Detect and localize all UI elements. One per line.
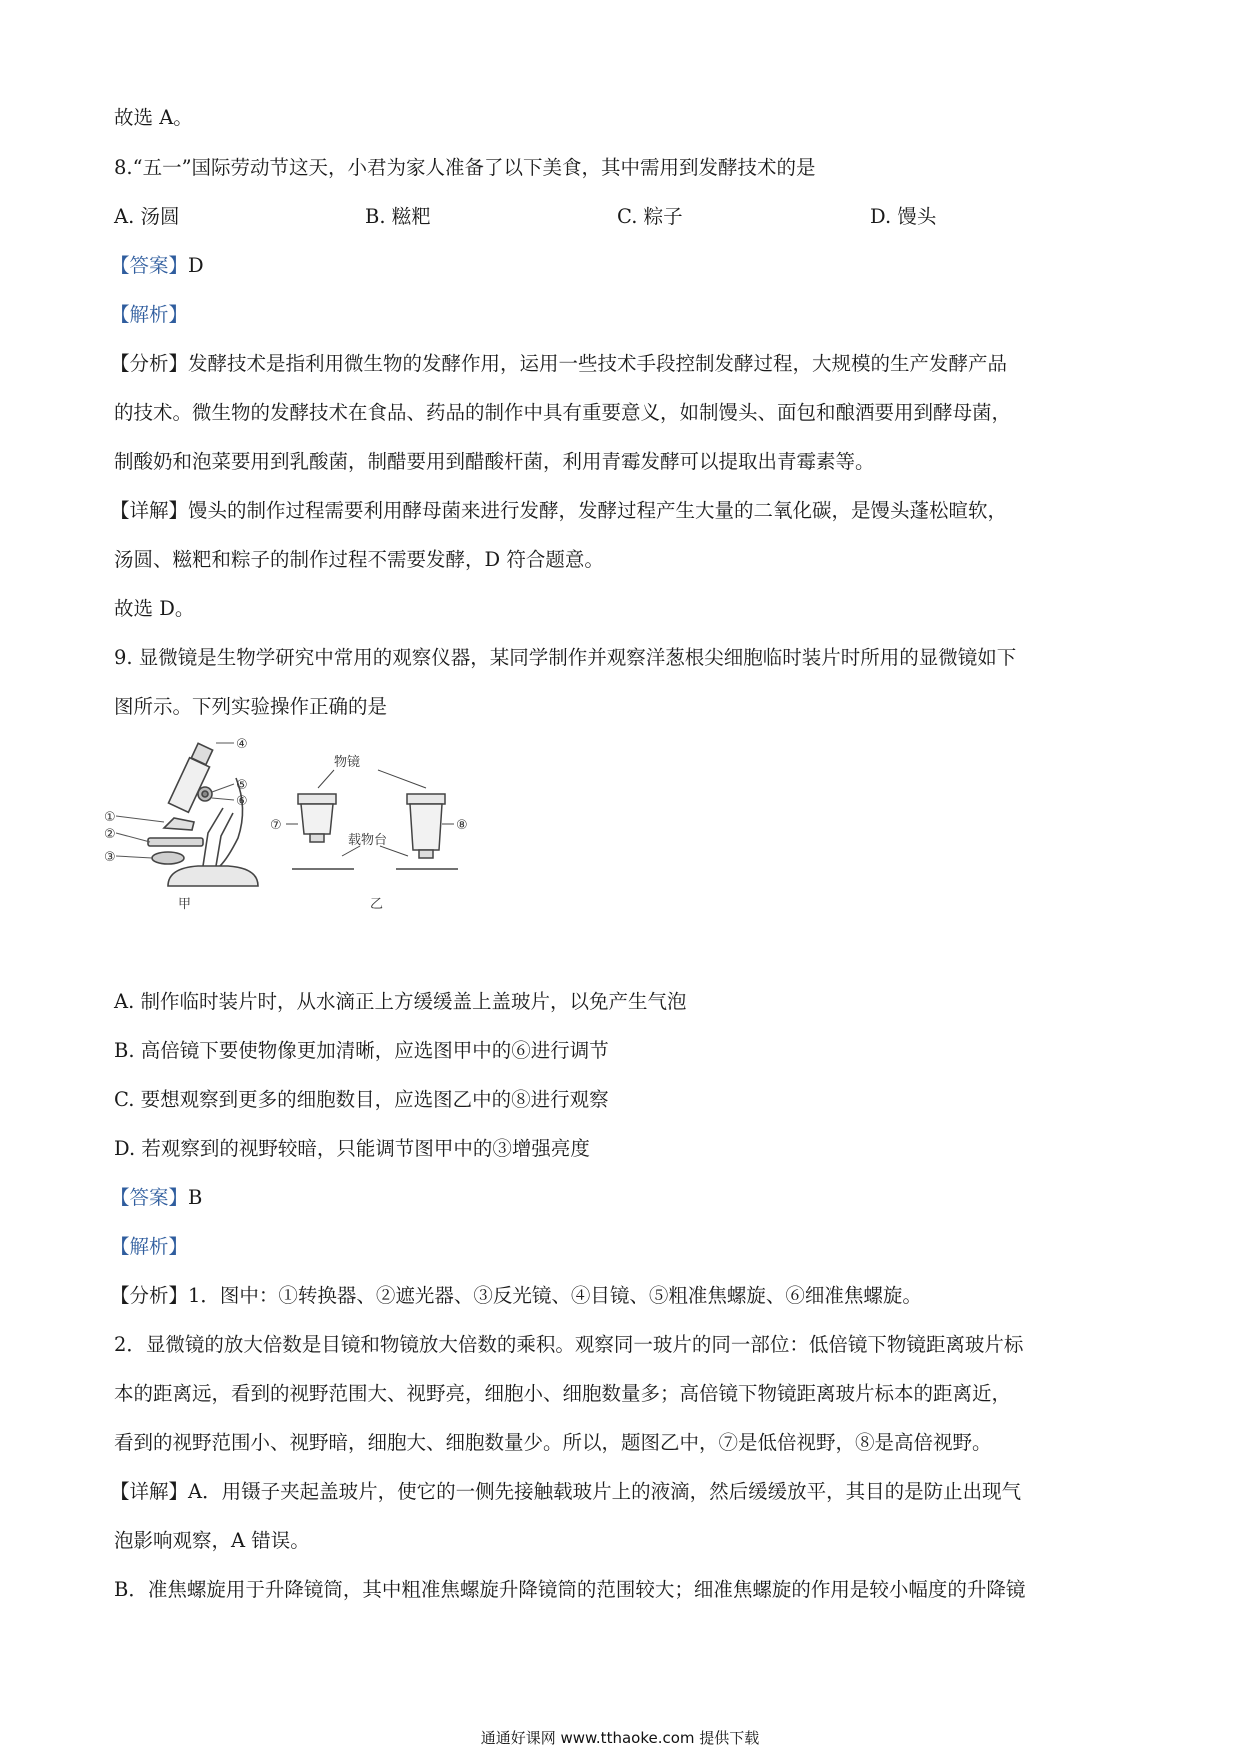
q9-detail [110, 1482, 1021, 1502]
text-line: 故选 A。 [114, 106, 193, 129]
q8-option-d: D. 馒头 [870, 205, 937, 228]
q8-detail [110, 501, 1007, 521]
q9-option-c: C. 要想观察到更多的细胞数目，应选图乙中的⑧进行观察 [114, 1088, 609, 1111]
text-line: B．准焦螺旋用于升降镜筒，其中粗准焦螺旋升降镜筒的范围较大；细准焦螺旋的作用是较小幅度的升降镜 [114, 1578, 1026, 1601]
analysis-text: 1．图中：①转换器、②遮光器、③反光镜、④目镜、⑤粗准焦螺旋、⑥细准焦螺旋。 [188, 1284, 922, 1307]
label-5: ⑤ [236, 778, 248, 793]
q9-option-d: D. 若观察到的视野较暗，只能调节图甲中的③增强亮度 [114, 1137, 590, 1160]
label-jia: 甲 [178, 897, 192, 912]
label-6: ⑥ [236, 794, 248, 809]
q8-option-a: A. 汤圆 [114, 205, 180, 228]
text-line: 2．显微镜的放大倍数是目镜和物镜放大倍数的乘积。观察同一玻片的同一部位：低倍镜下物镜距离玻片标 [114, 1333, 1024, 1356]
xiangjie-tag: 【详解】 [110, 499, 189, 522]
text-line: 看到的视野范围小、视野暗，细胞大、细胞数量少。所以，题图乙中，⑦是低倍视野，⑧是高倍视野。 [114, 1431, 992, 1454]
text-line: 本的距离远，看到的视野范围大、视野亮，细胞小、细胞数量多；高倍镜下物镜距离玻片标本的距离近， [114, 1382, 1012, 1405]
microscope-diagram [104, 737, 488, 913]
question-8: 8.“五一”国际劳动节这天，小君为家人准备了以下美食，其中需用到发酵技术的是 [114, 156, 816, 179]
label-7: ⑦ [270, 818, 282, 833]
text-line: 汤圆、糍粑和粽子的制作过程不需要发酵，D 符合题意。 [114, 548, 604, 571]
label-zaiwutai: 载物台 [348, 833, 388, 848]
text-line: 的技术。微生物的发酵技术在食品、药品的制作中具有重要意义，如制馒头、面包和酿酒要用到酵母菌， [114, 401, 1012, 424]
q8-option-c: C. 粽子 [617, 205, 683, 228]
q9-analysis [110, 1286, 922, 1306]
text-line: 故选 D。 [114, 597, 195, 620]
q9-jiexi [110, 1237, 188, 1257]
jiexi-tag: 【解析】 [110, 303, 189, 326]
xiangjie-tag: 【详解】 [110, 1480, 189, 1503]
label-wujing: 物镜 [334, 755, 361, 770]
answer-tag: 【答案】 [110, 1186, 189, 1209]
q8-analysis [110, 354, 1007, 374]
analysis-text: 发酵技术是指利用微生物的发酵作用，运用一些技术手段控制发酵过程，大规模的生产发酵产品 [188, 352, 1008, 375]
q8-answer [110, 256, 204, 276]
fenxi-tag: 【分析】 [110, 1284, 189, 1307]
text-line: 制酸奶和泡菜要用到乳酸菌，制醋要用到醋酸杆菌，利用青霉发酵可以提取出青霉素等。 [114, 450, 875, 473]
detail-text: A．用镊子夹起盖玻片，使它的一侧先接触载玻片上的液滴，然后缓缓放平，其目的是防止出现气 [188, 1480, 1022, 1503]
q8-option-b: B. 糍粑 [365, 205, 431, 228]
q9-answer [110, 1188, 202, 1208]
text-line: 泡影响观察，A 错误。 [114, 1529, 310, 1552]
question-9: 9. 显微镜是生物学研究中常用的观察仪器，某同学制作并观察洋葱根尖细胞临时装片时所用的显微镜如下 [114, 646, 1017, 669]
q9-option-b: B. 高倍镜下要使物像更加清晰，应选图甲中的⑥进行调节 [114, 1039, 609, 1062]
q9-option-a: A. 制作临时装片时，从水滴正上方缓缓盖上盖玻片，以免产生气泡 [114, 990, 687, 1013]
label-1: ① [104, 810, 116, 825]
jiexi-tag: 【解析】 [110, 1235, 189, 1258]
answer-tag: 【答案】 [110, 254, 189, 277]
fenxi-tag: 【分析】 [110, 352, 189, 375]
detail-text: 馒头的制作过程需要利用酵母菌来进行发酵，发酵过程产生大量的二氧化碳，是馒头蓬松暄软， [188, 499, 1008, 522]
answer-value: B [188, 1186, 203, 1209]
answer-value: D [188, 254, 204, 277]
microscope-drawing [148, 743, 258, 886]
label-4: ④ [236, 737, 248, 752]
objectives-drawing [286, 770, 458, 869]
text-line: 图所示。下列实验操作正确的是 [114, 695, 388, 718]
q8-jiexi [110, 305, 188, 325]
page-footer: 通通好课网 www.tthaoke.com 提供下载 [480, 1729, 760, 1747]
label-3: ③ [104, 850, 116, 865]
label-2: ② [104, 827, 116, 842]
label-8: ⑧ [456, 818, 468, 833]
label-yi: 乙 [370, 897, 384, 912]
microscope-figure [104, 737, 488, 913]
